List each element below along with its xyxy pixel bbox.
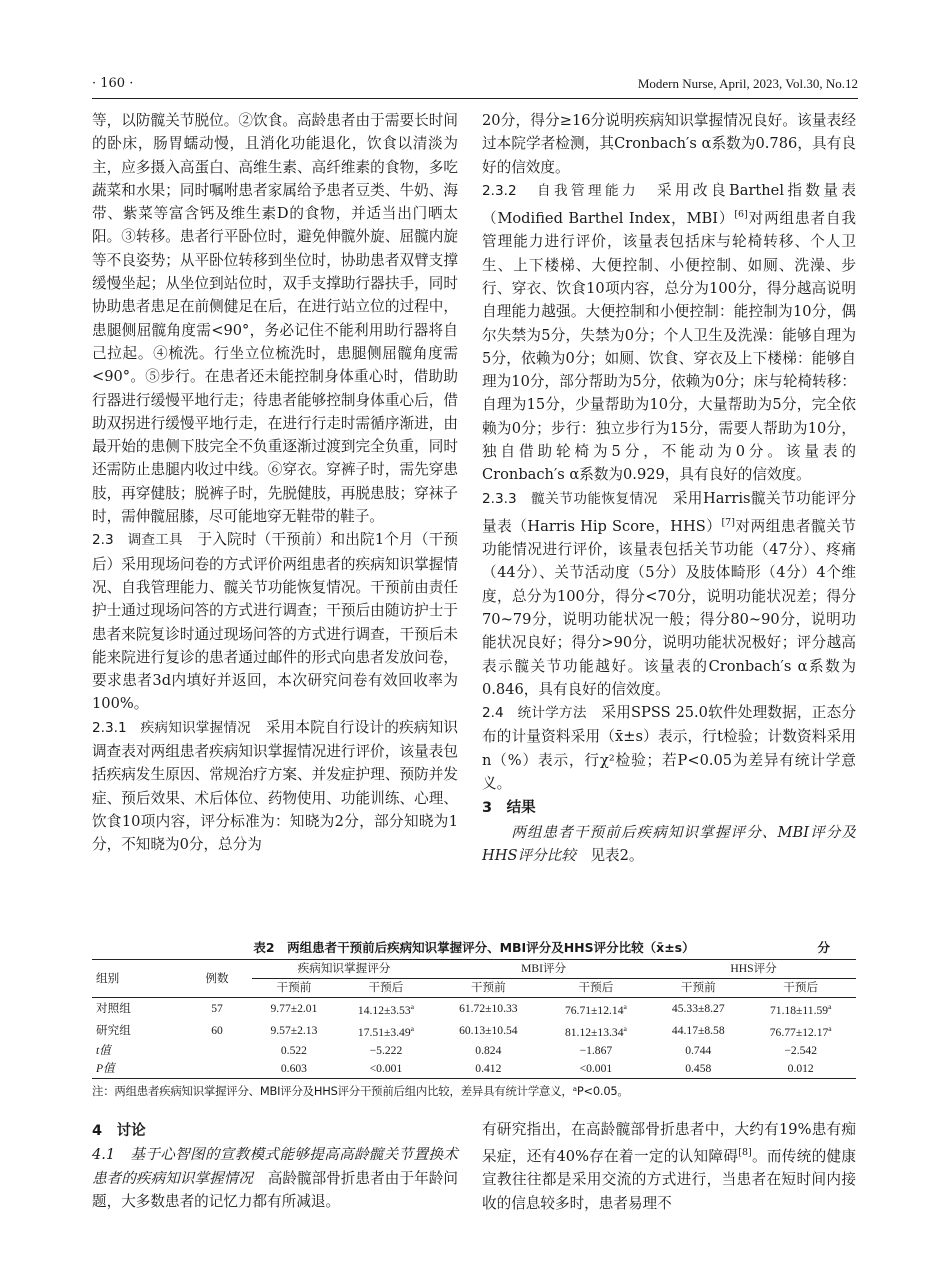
cell <box>541 1020 652 1042</box>
ref-7: [7] <box>721 516 735 528</box>
row-label: t值 <box>96 1043 111 1057</box>
heading-2-3: 2.3 调查工具 <box>92 532 183 549</box>
discussion-right <box>482 1118 856 1215</box>
cell-value: 76.71±12.14 <box>564 1003 624 1017</box>
cell: 61.72±10.33 <box>459 1001 518 1015</box>
text-discussion-b: 。而传统的健康宣教往往都是采用交流的方式进行，当患者在短时间内接收的信息较多时，患者易理不 <box>482 1148 856 1212</box>
results-subtitle: 两组患者干预前后疾病知识掌握评分、MBI评分及HHS评分比较 <box>482 823 856 864</box>
text-2-3-2a: 采用改良Barthel指数量表（Modified Barthel Index，MBI） <box>482 181 856 228</box>
cell: 45.33±8.27 <box>671 1001 725 1015</box>
sup-a: a <box>623 1023 627 1033</box>
left-column <box>92 109 458 857</box>
ref-8: [8] <box>738 1147 752 1159</box>
journal-info: Modern Nurse, April, 2023, Vol.30, No.12 <box>637 76 858 91</box>
heading-2-3-3: 2.3.3 髋关节功能恢复情况 <box>482 490 658 507</box>
cell: 0.458 <box>651 1060 745 1079</box>
col-header-group: 组别 <box>92 960 182 998</box>
cell <box>745 998 856 1020</box>
sub-after: 干预后 <box>336 979 436 998</box>
heading-3-results: 3 结果 <box>482 800 536 817</box>
row-n: 60 <box>211 1023 223 1037</box>
cell: 9.57±2.13 <box>270 1023 318 1037</box>
cell: <0.001 <box>336 1060 436 1079</box>
cell <box>745 1020 856 1042</box>
table-caption <box>92 937 856 959</box>
cell: 44.17±8.58 <box>671 1023 725 1037</box>
cell: 0.603 <box>252 1060 336 1079</box>
sub-after: 干预后 <box>745 979 856 998</box>
table-2 <box>92 937 856 1099</box>
sup-a: a <box>828 1002 832 1011</box>
cell-value: 14.12±3.53 <box>357 1003 411 1017</box>
sub-before: 干预前 <box>436 979 541 998</box>
section-2-4 <box>482 701 856 795</box>
right-column <box>482 109 856 867</box>
cell <box>336 998 436 1020</box>
text-2-3-1: 采用本院自行设计的疾病知识调查表对两组患者疾病知识掌握情况进行评价，该量表包括疾病发生原因、常规治疗方案、并发症护理、预防并发症、预后效果、术后体位、药物使用、功能训练、心理、饮食10项内容，评分标准为：知晓为2分，部分知晓为1分，不知晓为0分，总分为 <box>92 718 458 854</box>
sup-a: a <box>410 1002 414 1011</box>
cell: 0.744 <box>685 1043 712 1057</box>
sub-before: 干预前 <box>651 979 745 998</box>
sup-a: a <box>828 1023 832 1033</box>
cell: <0.001 <box>541 1060 652 1079</box>
table-row <box>92 1020 856 1042</box>
section-2-3-1 <box>92 716 458 857</box>
table-row <box>92 998 856 1020</box>
table-header-row <box>92 960 856 979</box>
cell-value: 76.77±12.17 <box>769 1025 829 1039</box>
results-sub <box>482 821 856 868</box>
row-label: 研究组 <box>96 1023 131 1037</box>
table-row <box>92 1042 856 1060</box>
text-2-3-3a: 采用Harris髋关节功能评分量表（Harris Hip Score，HHS） <box>482 489 856 535</box>
cell-value: 17.51±3.49 <box>357 1025 411 1039</box>
table-row <box>92 1060 856 1079</box>
row-label: P值 <box>92 1060 182 1079</box>
data-table <box>92 959 856 1079</box>
page-number: · 160 · <box>92 76 134 91</box>
cell: 0.012 <box>745 1060 856 1079</box>
page-header <box>92 76 858 96</box>
results-see-table: 见表2。 <box>590 846 644 864</box>
table-note: 注：两组患者疾病知识掌握评分、MBI评分及HHS评分干预前后组内比较，差异具有统计学意义，ᵃP<0.05。 <box>92 1083 629 1098</box>
cell-value: 71.18±11.59 <box>769 1003 829 1017</box>
sub-after: 干预后 <box>541 979 652 998</box>
heading-2-3-1: 2.3.1 疾病知识掌握情况 <box>92 719 251 736</box>
sub-before: 干预前 <box>252 979 336 998</box>
discussion-left <box>92 1118 458 1213</box>
heading-2-3-2: 2.3.2 自我管理能力 <box>482 182 639 199</box>
cell: −2.542 <box>784 1043 817 1057</box>
heading-2-4: 2.4 统计学方法 <box>482 705 587 722</box>
cell-value: 81.12±13.34 <box>564 1025 624 1039</box>
text-2-4: 采用SPSS 25.0软件处理数据，正态分布的计量资料采用（x̄±s）表示，行t检验；计数资料采用n（%）表示，行χ²检验；若P<0.05为差异有统计学意义。 <box>482 704 856 793</box>
sup-a: a <box>623 1002 627 1011</box>
paragraph-discussion <box>482 1118 856 1215</box>
heading-4-discussion: 4 讨论 <box>92 1123 146 1139</box>
heading-4-1: 4.1 基于心智图的宣教模式能够提高高龄髋关节置换术患者的疾病知识掌握情况 <box>92 1146 458 1187</box>
row-label: 对照组 <box>96 1001 131 1015</box>
col-header-n: 例数 <box>182 960 252 998</box>
section-2-3-2 <box>482 179 856 487</box>
text-discussion-a: 有研究指出，在高龄髋部骨折患者中，大约有19%患有痴呆症，还有40%存在着一定的认知障碍 <box>482 1121 856 1166</box>
cell: 0.824 <box>475 1043 502 1057</box>
cell <box>336 1020 436 1042</box>
row-n <box>182 1042 252 1060</box>
table-caption-text: 表2 两组患者干预前后疾病知识掌握评分、MBI评分及HHS评分比较（x̄±s） <box>253 940 695 955</box>
col-header-hhs: HHS评分 <box>651 960 856 979</box>
cell: −1.867 <box>579 1043 613 1057</box>
cell: 9.77±2.01 <box>270 1001 318 1015</box>
text-2-3-2b: 对两组患者自我管理能力进行评价，该量表包括床与轮椅转移、个人卫生、上下楼梯、大便控制、小便控制、如厕、洗澡、步行、穿衣、饮食10项内容，总分为100分，得分越高说明自理能力越强。大便控制和小便控制：能控制为10分，偶尔失禁为5分，失禁为0分；个人卫生及洗澡：能够自理为5分，依赖为0分；如厕、饮食、穿衣及上下楼梯：能够自理为10分，部分帮助为5分，依赖为0分；床与轮椅转移：自理为15分，少量帮助为10分，大量帮助为5分，完全依赖为0分；步行：独立步行为15分，需要人帮助为10分，独自借助轮椅为5分，不能动为0分。该量表的Cronbach′s α系数为0.929，具有良好的信效度。 <box>482 210 856 484</box>
section-4-1 <box>92 1143 458 1213</box>
col-header-knowledge: 疾病知识掌握评分 <box>252 960 436 979</box>
row-n: 57 <box>211 1001 223 1015</box>
ref-6: [6] <box>734 209 748 221</box>
sup-a: a <box>410 1023 414 1033</box>
section-2-3-3 <box>482 487 856 702</box>
row-n <box>182 1060 252 1079</box>
header-rule <box>92 98 858 99</box>
cell <box>541 998 652 1020</box>
paragraph-continued: 20分，得分≥16分说明疾病知识掌握情况良好。该量表经过本院学者检测，其Cronbach′s α系数为0.786，具有良好的信效度。 <box>482 112 856 176</box>
cell: 0.522 <box>280 1043 307 1057</box>
col-header-mbi: MBI评分 <box>436 960 651 979</box>
text-2-3-3b: 对两组患者髋关节功能情况进行评价，该量表包括关节功能（47分）、疼痛（44分）、关节活动度（5分）及肢体畸形（4分）4个维度，总分为100分，得分<70分，说明功能状况差；得分70~79分，说明功能状况一般；得分80~90分，说明功能状况良好；得分>90分，说明功能状况极好；评分越高表示髋关节功能越好。该量表的Cronbach′s α系数为0.846，具有良好的信效度。 <box>482 517 856 698</box>
paragraph-care-steps: 等，以防髋关节脱位。②饮食。高龄患者由于需要长时间的卧床，肠胃蠕动慢，且消化功能退化，饮食以清淡为主，应多摄入高蛋白、高维生素、高纤维素的食物，多吃蔬菜和水果；同时嘱咐患者家属给予患者豆类、牛奶、海带、紫菜等富含钙及维生素D的食物，并适当出门晒太阳。③转移。患者行平卧位时，避免伸髋外旋、屈髋内旋等不良姿势；从平卧位转移到坐位时，协助患者双臂支撑缓慢坐起；从坐位到站位时，双手支撑助行器扶手，同时协助患者患足在前侧健足在后，在进行站立位的过程中，患腿侧屈髋角度需<90°，务必记住不能利用助行器将自己拉起。④梳洗。行坐立位梳洗时，患腿侧屈髋角度需<90°。⑤步行。在患者还未能控制身体重心时，借助助行器进行缓慢平地行走；待患者能够控制身体重心后，借助双拐进行缓慢平地行走，在进行行走时需循序渐进，由最开始的患侧下肢完全不负重逐渐过渡到完全负重，同时还需防止患腿内收过中线。⑥穿衣。穿裤子时，需先穿患肢，再穿健肢；脱裤子时，先脱健肢，再脱患肢；穿袜子时，需伸髋屈膝，尽可能地穿无鞋带的鞋子。 <box>92 112 458 526</box>
text-2-3: 于入院时（干预前）和出院1个月（干预后）采用现场问卷的方式评价两组患者的疾病知识掌握情况、自我管理能力、髋关节功能恢复情况。干预前由责任护士通过现场问答的方式进行调查；干预后由随访护士于患者来院复诊时通过现场问答的方式进行调查，干预后未能来院进行复诊的患者通过邮件的形式向患者发放问卷，要求患者3d内填好并返回，本次研究问卷有效回收率为100%。 <box>92 531 458 713</box>
cell: −5.222 <box>369 1043 403 1057</box>
cell: 60.13±10.54 <box>459 1023 518 1037</box>
text-4-1: 高龄髋部骨折患者由于年龄问题，大多数患者的记忆力都有所减退。 <box>92 1169 458 1210</box>
section-2-3 <box>92 528 458 715</box>
table-unit: 分 <box>817 940 830 955</box>
cell: 0.412 <box>436 1060 541 1079</box>
